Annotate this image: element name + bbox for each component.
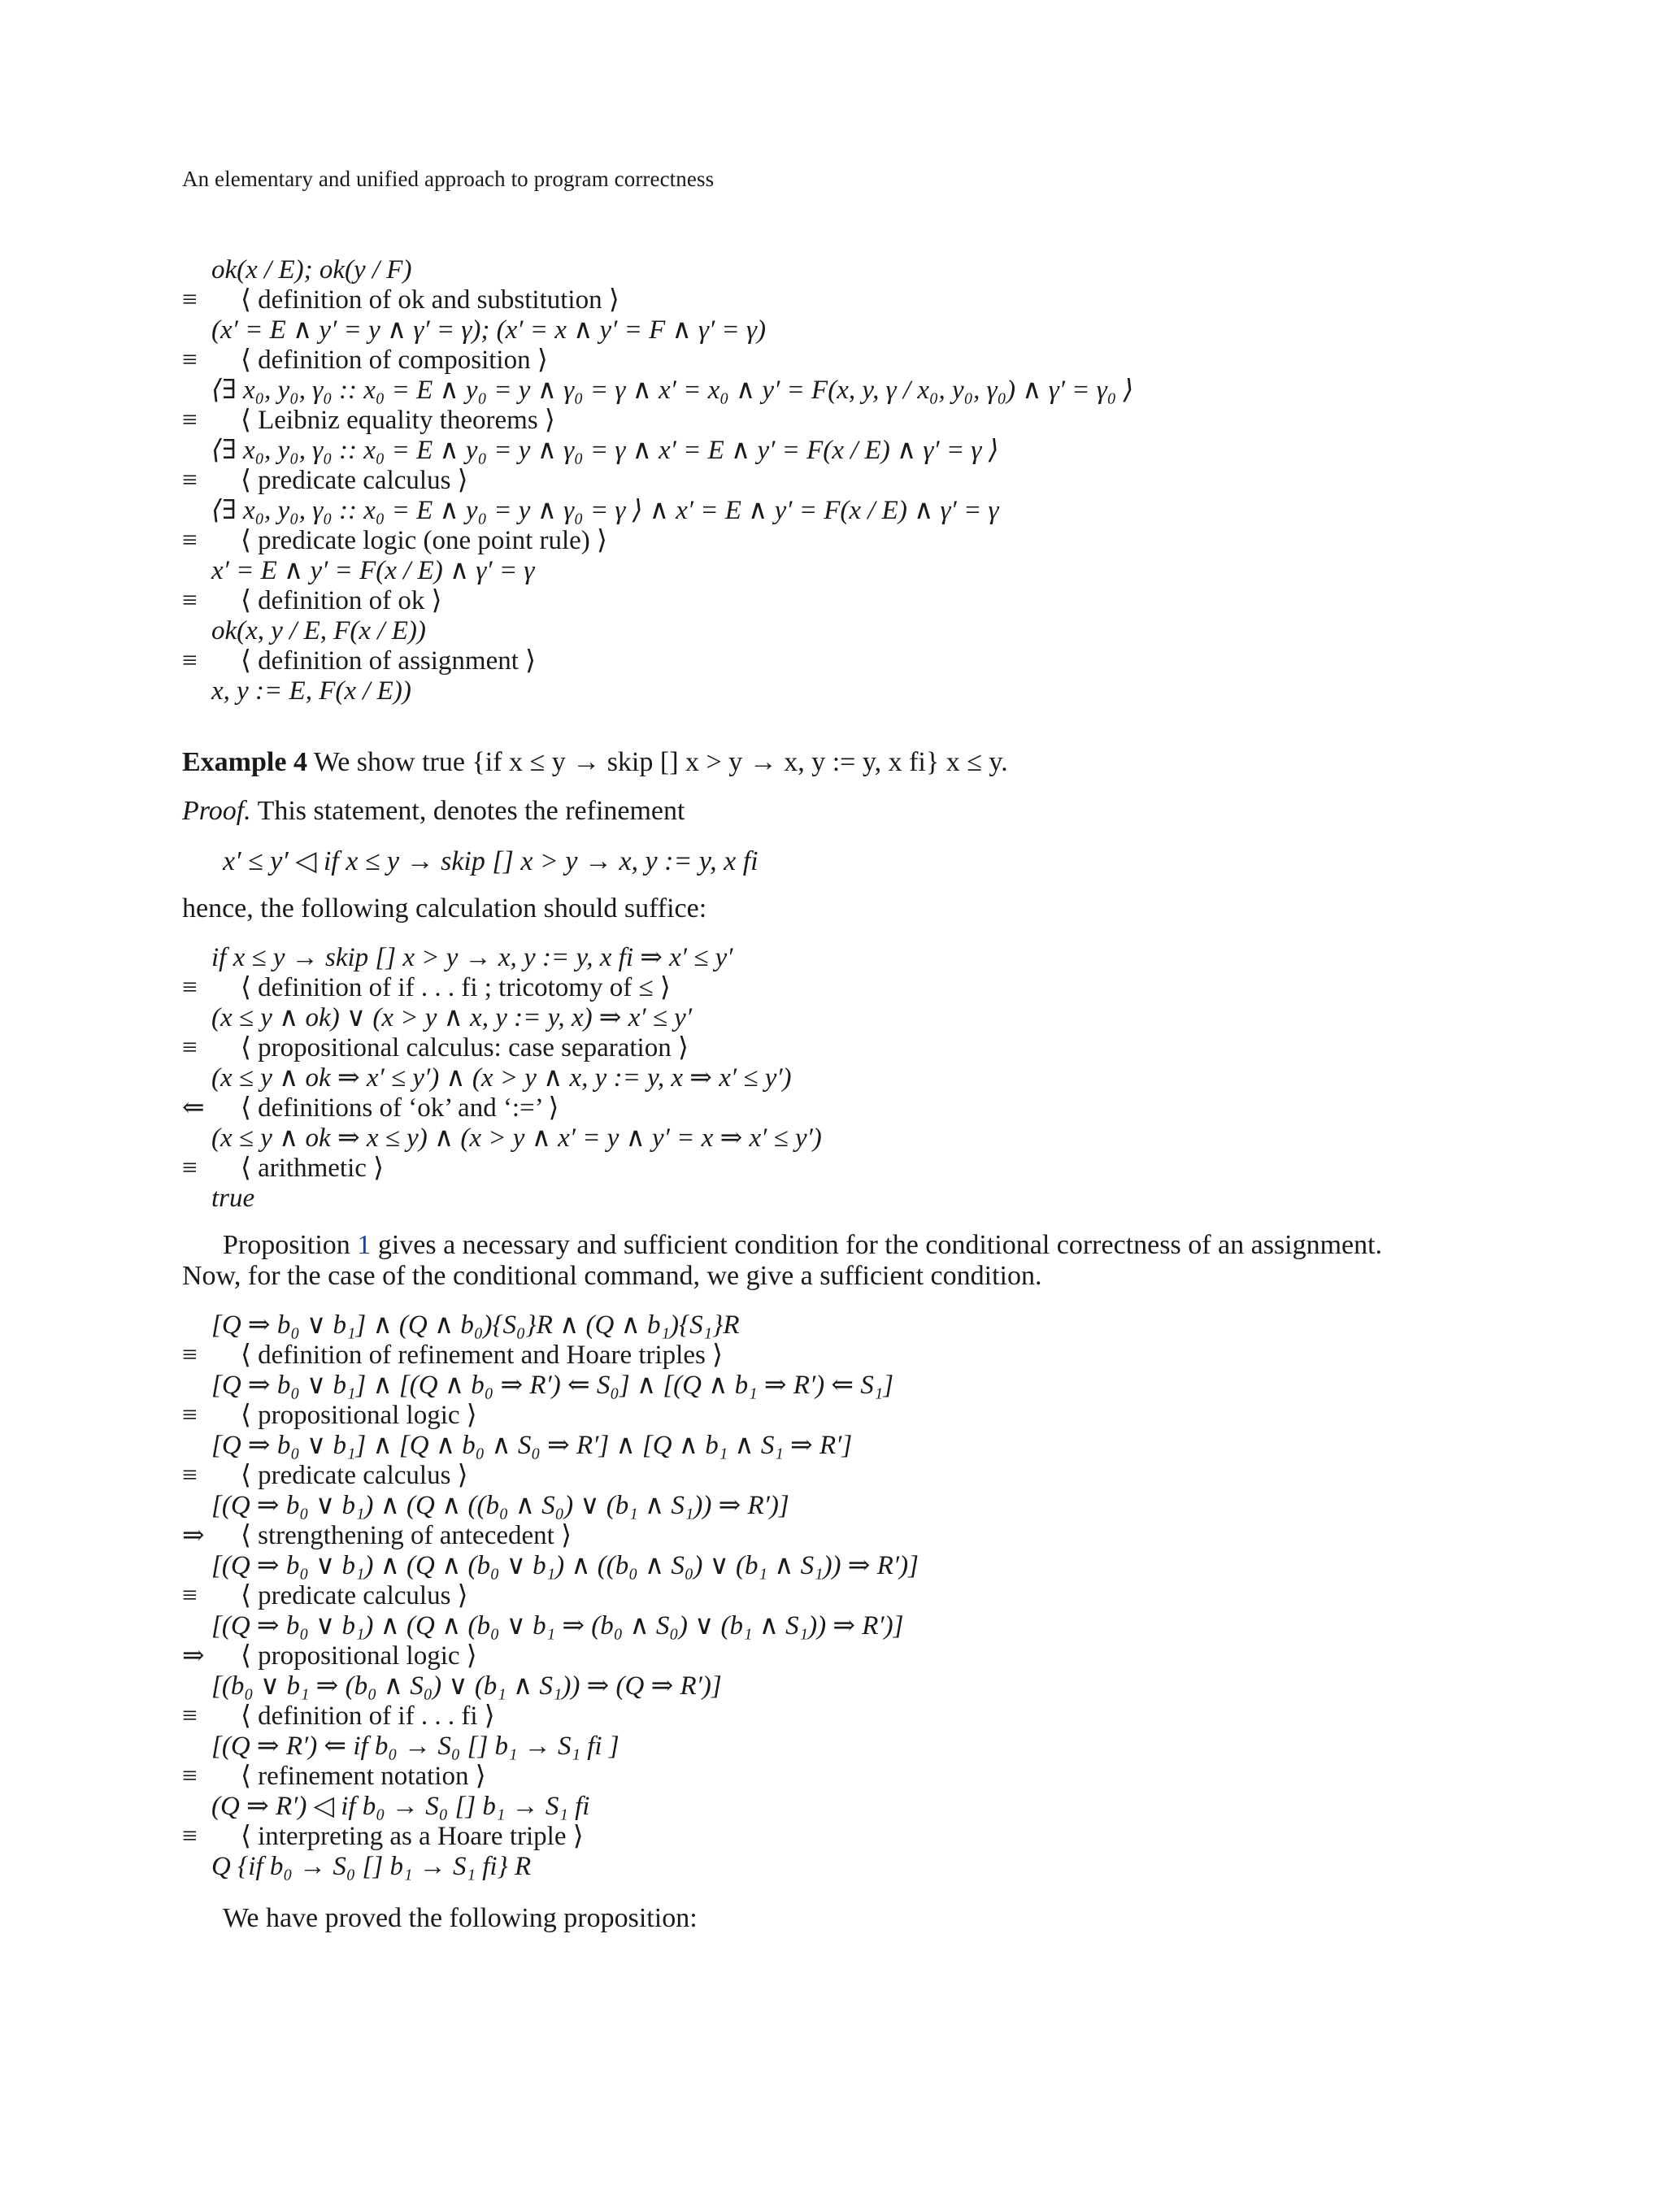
calc-hint: ⟨ definition of ok and substitution ⟩	[241, 285, 619, 315]
calc-operator: ≡	[182, 973, 198, 1002]
calc-hint: ⟨ propositional logic ⟩	[241, 1401, 477, 1430]
refinement-formula: x′ ≤ y′ ◁ if x ≤ y → skip [] x > y → x, y := y, x fi	[223, 846, 759, 876]
proof-label: Proof.	[182, 796, 251, 826]
calc-hint: ⟨ propositional calculus: case separation ⟩	[241, 1033, 689, 1063]
calc-expression: (Q ⇒ R′) ◁ if b₀ → S₀ [] b₁ → S₁ fi	[211, 1792, 590, 1821]
calc-hint: ⟨ predicate calculus ⟩	[241, 1461, 468, 1490]
calc-hint: ⟨ strengthening of antecedent ⟩	[241, 1521, 572, 1550]
calculation-example4	[182, 941, 1564, 1218]
calc-expression: ⟨∃ x₀, y₀, γ₀ :: x₀ = E ∧ y₀ = y ∧ γ₀ = γ ∧ x′ = E ∧ y′ = F(x / E) ∧ γ′ = γ ⟩	[211, 436, 999, 465]
calc-expression: [(b₀ ∨ b₁ ⇒ (b₀ ∧ S₀) ∨ (b₁ ∧ S₁)) ⇒ (Q ⇒ R′)]	[211, 1671, 722, 1701]
example-text: We show true {if x ≤ y → skip [] x > y → x, y := y, x fi} x ≤ y.	[313, 747, 1008, 777]
calc-operator: ≡	[182, 1033, 198, 1063]
calc-expression: [Q ⇒ b₀ ∨ b₁] ∧ (Q ∧ b₀){S₀}R ∧ (Q ∧ b₁){S₁}R	[211, 1310, 740, 1340]
calc-expression: (x ≤ y ∧ ok ⇒ x ≤ y) ∧ (x > y ∧ x′ = y ∧ y′ = x ⇒ x′ ≤ y′)	[211, 1123, 822, 1153]
prop-pre: Proposition	[223, 1230, 358, 1260]
proof-intro	[182, 795, 685, 828]
calc-operator: ≡	[182, 1461, 198, 1490]
calc-expression: ⟨∃ x₀, y₀, γ₀ :: x₀ = E ∧ y₀ = y ∧ γ₀ = γ ⟩ ∧ x′ = E ∧ y′ = F(x / E) ∧ γ′ = γ	[211, 496, 999, 525]
calc-operator: ≡	[182, 1401, 198, 1430]
calc-expression: (x′ = E ∧ y′ = y ∧ γ′ = γ); (x′ = x ∧ y′ = F ∧ γ′ = γ)	[211, 315, 766, 345]
calc-hint: ⟨ definition of ok ⟩	[241, 586, 442, 615]
calc-operator: ≡	[182, 1154, 198, 1183]
calculation-assignment	[182, 254, 1564, 709]
calc-expression: (x ≤ y ∧ ok) ∨ (x > y ∧ x, y := y, x) ⇒ x′ ≤ y′	[211, 1003, 693, 1032]
calc-operator: ≡	[182, 526, 198, 555]
calc-expression: (x ≤ y ∧ ok ⇒ x′ ≤ y′) ∧ (x > y ∧ x, y := y, x ⇒ x′ ≤ y′)	[211, 1063, 792, 1093]
proof-text: This statement, denotes the refinement	[257, 796, 685, 826]
calc-hint: ⟨ refinement notation ⟩	[241, 1762, 486, 1791]
calc-operator: ≡	[182, 1341, 198, 1370]
suffice-text: hence, the following calculation should suffice:	[182, 893, 707, 923]
calc-operator: ⇒	[182, 1641, 205, 1671]
calc-expression: [(Q ⇒ R′) ⇐ if b₀ → S₀ [] b₁ → S₁ fi ]	[211, 1732, 619, 1761]
calc-expression: [Q ⇒ b₀ ∨ b₁] ∧ [Q ∧ b₀ ∧ S₀ ⇒ R′] ∧ [Q ∧ b₁ ∧ S₁ ⇒ R′]	[211, 1431, 853, 1460]
calc-operator: ≡	[182, 1701, 198, 1731]
calc-hint: ⟨ predicate calculus ⟩	[241, 466, 468, 495]
calc-operator: ≡	[182, 345, 198, 375]
calc-operator: ≡	[182, 586, 198, 615]
proposition-paragraph-line2: Now, for the case of the conditional command, we give a sufficient condition.	[182, 1261, 1042, 1291]
calc-hint: ⟨ Leibniz equality theorems ⟩	[241, 406, 555, 435]
calc-operator: ≡	[182, 466, 198, 495]
calc-operator: ≡	[182, 646, 198, 676]
calc-expression: ok(x, y / E, F(x / E))	[211, 616, 426, 645]
calc-expression: true	[211, 1184, 255, 1213]
calc-hint: ⟨ definition of if . . . fi ; tricotomy of ≤ ⟩	[241, 973, 671, 1002]
proposition-ref-link[interactable]: 1	[357, 1230, 372, 1260]
calc-expression: [Q ⇒ b₀ ∨ b₁] ∧ [(Q ∧ b₀ ⇒ R′) ⇐ S₀] ∧ [(Q ∧ b₁ ⇒ R′) ⇐ S₁]	[211, 1371, 894, 1400]
calc-hint: ⟨ arithmetic ⟩	[241, 1154, 385, 1183]
example-4	[182, 746, 1008, 779]
calc-operator: ≡	[182, 1581, 198, 1610]
calc-hint: ⟨ predicate logic (one point rule) ⟩	[241, 526, 607, 555]
calc-hint: ⟨ definition of composition ⟩	[241, 345, 548, 375]
calc-hint: ⟨ definitions of ‘ok’ and ‘:=’ ⟩	[241, 1093, 559, 1123]
calc-hint: ⟨ predicate calculus ⟩	[241, 1581, 468, 1610]
calc-operator: ≡	[182, 1762, 198, 1791]
calc-hint: ⟨ propositional logic ⟩	[241, 1641, 477, 1671]
calc-expression: ok(x / E); ok(y / F)	[211, 255, 412, 285]
calc-hint: ⟨ definition of if . . . fi ⟩	[241, 1701, 495, 1731]
prop-post: gives a necessary and sufficient condition for the conditional correctness of an assignment.	[371, 1230, 1383, 1260]
calc-expression: x, y := E, F(x / E))	[211, 676, 411, 706]
calc-expression: if x ≤ y → skip [] x > y → x, y := y, x fi ⇒ x′ ≤ y′	[211, 943, 733, 972]
calc-expression: [(Q ⇒ b₀ ∨ b₁) ∧ (Q ∧ (b₀ ∨ b₁ ⇒ (b₀ ∧ S₀) ∨ (b₁ ∧ S₁)) ⇒ R′)]	[211, 1611, 904, 1641]
calculation-conditional	[182, 1309, 1564, 1894]
calc-hint: ⟨ definition of refinement and Hoare triples ⟩	[241, 1341, 723, 1370]
calc-operator: ⇒	[182, 1521, 205, 1550]
calc-hint: ⟨ interpreting as a Hoare triple ⟩	[241, 1822, 584, 1851]
calc-operator: ≡	[182, 285, 198, 315]
calc-expression: [(Q ⇒ b₀ ∨ b₁) ∧ (Q ∧ (b₀ ∨ b₁) ∧ ((b₀ ∧ S₀) ∨ (b₁ ∧ S₁)) ⇒ R′)]	[211, 1551, 919, 1580]
calc-operator: ≡	[182, 1822, 198, 1851]
example-label: Example 4	[182, 747, 307, 777]
calc-operator: ≡	[182, 406, 198, 435]
calc-operator: ⇐	[182, 1093, 205, 1123]
proposition-paragraph-line1	[223, 1229, 1382, 1262]
running-head: An elementary and unified approach to program correctness	[182, 167, 715, 191]
closing-sentence: We have proved the following proposition:	[223, 1903, 698, 1933]
calc-hint: ⟨ definition of assignment ⟩	[241, 646, 537, 676]
calc-expression: x′ = E ∧ y′ = F(x / E) ∧ γ′ = γ	[211, 556, 535, 585]
calc-expression: [(Q ⇒ b₀ ∨ b₁) ∧ (Q ∧ ((b₀ ∧ S₀) ∨ (b₁ ∧ S₁)) ⇒ R′)]	[211, 1491, 789, 1520]
calc-expression: ⟨∃ x₀, y₀, γ₀ :: x₀ = E ∧ y₀ = y ∧ γ₀ = γ ∧ x′ = x₀ ∧ y′ = F(x, y, γ / x₀, y₀, γ₀) ∧ γ′ = γ₀ ⟩	[211, 376, 1134, 405]
calc-expression: Q {if b₀ → S₀ [] b₁ → S₁ fi} R	[211, 1852, 532, 1881]
